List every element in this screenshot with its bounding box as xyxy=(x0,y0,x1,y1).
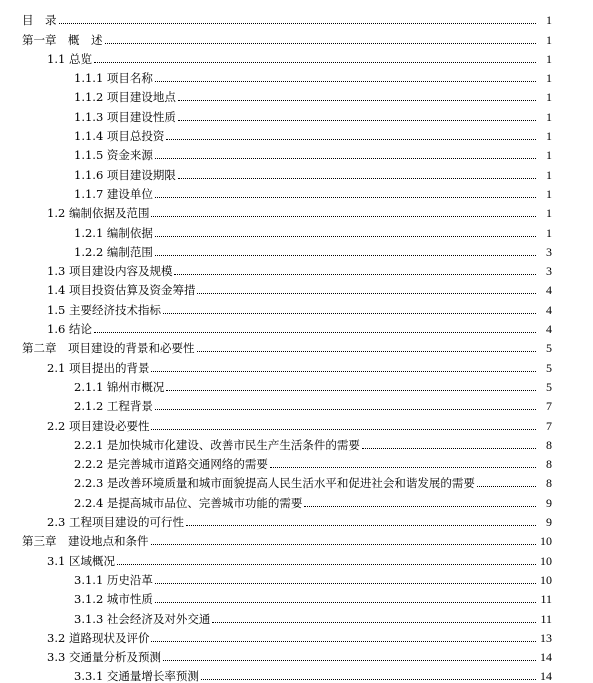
dot-leader xyxy=(151,216,536,217)
dot-leader xyxy=(151,641,536,642)
dot-leader xyxy=(94,62,536,63)
toc-entry-page-number: 1 xyxy=(546,225,552,240)
toc-entry-page-number: 5 xyxy=(546,379,552,394)
toc-entry-label: 1.1 总览 xyxy=(47,51,92,66)
toc-entry-page-number: 10 xyxy=(540,534,552,549)
dot-leader xyxy=(270,467,536,468)
dot-leader xyxy=(477,486,536,487)
toc-entry-page-number: 1 xyxy=(546,148,552,163)
dot-leader xyxy=(166,390,536,391)
toc-section-entry[interactable] xyxy=(0,413,593,432)
toc-entry-page-number: 7 xyxy=(546,399,552,414)
dot-leader xyxy=(94,332,536,333)
toc-entry-label: 3.3 交通量分析及预测 xyxy=(47,650,161,665)
dot-leader xyxy=(151,544,537,545)
toc-entry-label: 1.4 项目投资估算及资金筹措 xyxy=(47,283,196,298)
toc-entry-page-number: 1 xyxy=(546,129,552,144)
toc-subsection-entry[interactable] xyxy=(0,85,593,104)
dot-leader xyxy=(304,506,536,507)
toc-entry-page-number: 1 xyxy=(546,32,552,47)
toc-subsection-entry[interactable] xyxy=(0,490,593,509)
toc-entry-label: 目 录 xyxy=(22,13,57,28)
dot-leader xyxy=(105,43,537,44)
toc-entry-page-number: 11 xyxy=(540,592,552,607)
toc-entry-page-number: 1 xyxy=(546,51,552,66)
toc-chapter-entry[interactable] xyxy=(0,336,593,355)
dot-leader xyxy=(155,255,536,256)
toc-subsection-entry[interactable] xyxy=(0,162,593,181)
toc-subsection-entry[interactable] xyxy=(0,375,593,394)
toc-entry-label: 3.1.1 历史沿革 xyxy=(74,572,153,587)
toc-entry-page-number: 1 xyxy=(546,90,552,105)
toc-subsection-entry[interactable] xyxy=(0,471,593,490)
toc-entry-label: 第一章 概 述 xyxy=(22,32,103,47)
toc-entry-page-number: 1 xyxy=(546,206,552,221)
toc-entry-page-number: 8 xyxy=(546,476,552,491)
toc-entry-label: 1.6 结论 xyxy=(47,322,92,337)
dot-leader xyxy=(59,23,537,24)
toc-chapter-entry[interactable] xyxy=(0,529,593,548)
toc-entry-page-number: 14 xyxy=(540,650,552,665)
dot-leader xyxy=(178,100,536,101)
dot-leader xyxy=(163,313,536,314)
toc-entry-label: 2.2.2 是完善城市道路交通网络的需要 xyxy=(74,457,268,472)
toc-entry-label: 1.1.1 项目名称 xyxy=(74,71,153,86)
toc-entry-page-number: 3 xyxy=(546,264,552,279)
toc-entry-page-number: 10 xyxy=(540,572,552,587)
toc-entry-label: 1.1.6 项目建设期限 xyxy=(74,167,176,182)
toc-entry-label: 1.1.7 建设单位 xyxy=(74,186,153,201)
toc-entry-label: 1.1.2 项目建设地点 xyxy=(74,90,176,105)
toc-subsection-entry[interactable] xyxy=(0,220,593,239)
dot-leader xyxy=(155,81,536,82)
toc-section-entry[interactable] xyxy=(0,317,593,336)
toc-entry-label: 1.2.1 编制依据 xyxy=(74,225,153,240)
toc-entry-page-number: 9 xyxy=(546,495,552,510)
toc-entry-label: 2.1 项目提出的背景 xyxy=(47,360,150,375)
toc-entry-page-number: 1 xyxy=(546,186,552,201)
toc-subsection-entry[interactable] xyxy=(0,143,593,162)
toc-section-entry[interactable] xyxy=(0,548,593,567)
toc-entry-label: 3.1 区域概况 xyxy=(47,553,115,568)
toc-subsection-entry[interactable] xyxy=(0,606,593,625)
toc-subsection-entry[interactable] xyxy=(0,568,593,587)
toc-section-entry[interactable] xyxy=(0,645,593,664)
toc-subsection-entry[interactable] xyxy=(0,124,593,143)
toc-subsection-entry[interactable] xyxy=(0,104,593,123)
toc-entry-label: 1.2 编制依据及范围 xyxy=(47,206,150,221)
dot-leader xyxy=(155,197,536,198)
toc-subsection-entry[interactable] xyxy=(0,587,593,606)
dot-leader xyxy=(178,120,536,121)
toc-entry-label: 3.2 道路现状及评价 xyxy=(47,630,150,645)
dot-leader xyxy=(166,139,536,140)
dot-leader xyxy=(163,660,536,661)
dot-leader xyxy=(155,158,536,159)
toc-section-entry[interactable] xyxy=(0,510,593,529)
toc-entry-page-number: 4 xyxy=(546,322,552,337)
dot-leader xyxy=(151,371,536,372)
toc-subsection-entry[interactable] xyxy=(0,452,593,471)
toc-section-entry[interactable] xyxy=(0,278,593,297)
toc-section-entry[interactable] xyxy=(0,355,593,374)
toc-subsection-entry[interactable] xyxy=(0,182,593,201)
toc-entry-label: 第二章 项目建设的背景和必要性 xyxy=(22,341,195,356)
toc-subsection-entry[interactable] xyxy=(0,394,593,413)
toc-entry-label: 2.2.1 是加快城市化建设、改善市民生产生活条件的需要 xyxy=(74,437,360,452)
dot-leader xyxy=(117,564,536,565)
toc-subsection-entry[interactable] xyxy=(0,433,593,452)
toc-entry-label: 1.2.2 编制范围 xyxy=(74,244,153,259)
toc-entry-page-number: 4 xyxy=(546,283,552,298)
toc-entry-page-number: 5 xyxy=(546,360,552,375)
toc-entry-page-number: 1 xyxy=(546,71,552,86)
dot-leader xyxy=(362,448,536,449)
toc-section-entry[interactable] xyxy=(0,47,593,66)
toc-entry-page-number: 8 xyxy=(546,457,552,472)
toc-entry-page-number: 3 xyxy=(546,244,552,259)
dot-leader xyxy=(155,236,536,237)
toc-entry-page-number: 4 xyxy=(546,302,552,317)
toc-entry-page-number: 1 xyxy=(546,109,552,124)
toc-section-entry[interactable] xyxy=(0,297,593,316)
dot-leader xyxy=(151,429,536,430)
dot-leader xyxy=(155,583,536,584)
toc-entry-page-number: 9 xyxy=(546,515,552,530)
toc-entry-label: 第三章 建设地点和条件 xyxy=(22,534,149,549)
toc-entry-label: 2.1.1 锦州市概况 xyxy=(74,379,165,394)
dot-leader xyxy=(197,293,536,294)
toc-entry-label: 1.5 主要经济技术指标 xyxy=(47,302,161,317)
table-of-contents xyxy=(0,8,593,683)
toc-entry-label: 2.2 项目建设必要性 xyxy=(47,418,150,433)
toc-section-entry[interactable] xyxy=(0,259,593,278)
toc-entry-page-number: 7 xyxy=(546,418,552,433)
toc-entry-label: 3.1.2 城市性质 xyxy=(74,592,153,607)
toc-entry-label: 2.2.4 是提高城市品位、完善城市功能的需要 xyxy=(74,495,303,510)
toc-entry-label: 2.2.3 是改善环境质量和城市面貌提高人民生活水平和促进社会和谐发展的需要 xyxy=(74,476,475,491)
toc-entry-page-number: 1 xyxy=(546,167,552,182)
toc-entry-page-number: 10 xyxy=(540,553,552,568)
toc-entry-page-number: 8 xyxy=(546,437,552,452)
dot-leader xyxy=(155,602,536,603)
toc-entry-page-number: 1 xyxy=(546,13,552,28)
toc-entry-label: 2.3 工程项目建设的可行性 xyxy=(47,515,184,530)
dot-leader xyxy=(178,178,536,179)
toc-entry-label: 3.3.1 交通量增长率预测 xyxy=(74,669,199,683)
toc-subsection-entry[interactable] xyxy=(0,664,593,683)
dot-leader xyxy=(197,351,537,352)
toc-entry-label: 1.1.3 项目建设性质 xyxy=(74,109,176,124)
dot-leader xyxy=(155,409,536,410)
toc-chapter-entry[interactable] xyxy=(0,27,593,46)
dot-leader xyxy=(212,622,536,623)
toc-entry-label: 2.1.2 工程背景 xyxy=(74,399,153,414)
toc-entry-page-number: 5 xyxy=(546,341,552,356)
toc-entry-label: 1.1.5 资金来源 xyxy=(74,148,153,163)
toc-section-entry[interactable] xyxy=(0,201,593,220)
dot-leader xyxy=(186,525,536,526)
toc-entry-page-number: 11 xyxy=(540,611,552,626)
toc-section-entry[interactable] xyxy=(0,626,593,645)
toc-subsection-entry[interactable] xyxy=(0,240,593,259)
dot-leader xyxy=(201,679,536,680)
dot-leader xyxy=(174,274,536,275)
toc-subsection-entry[interactable] xyxy=(0,66,593,85)
toc-entry-page-number: 14 xyxy=(540,669,552,683)
toc-entry-label: 1.1.4 项目总投资 xyxy=(74,129,165,144)
toc-entry-label: 3.1.3 社会经济及对外交通 xyxy=(74,611,211,626)
toc-entry-label: 1.3 项目建设内容及规模 xyxy=(47,264,173,279)
toc-entry-page-number: 13 xyxy=(540,630,552,645)
toc-heading[interactable] xyxy=(0,8,593,27)
